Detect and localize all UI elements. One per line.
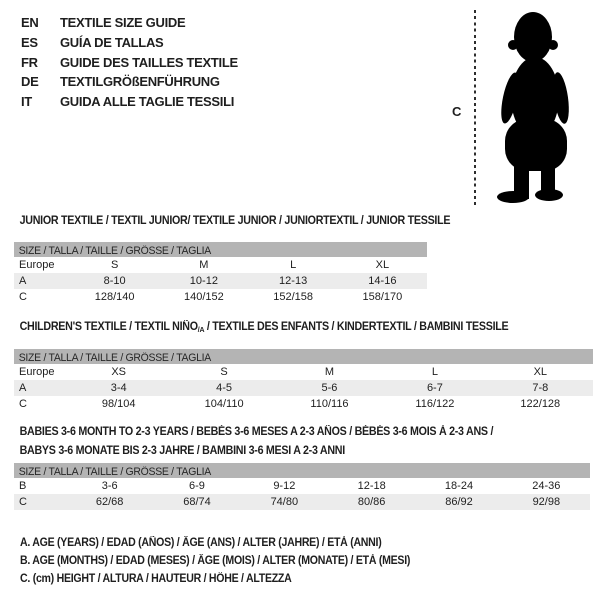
table-cell: 110/116 (310, 398, 349, 410)
table-cell: 74/80 (270, 496, 299, 508)
baby-toddler-silhouette-icon (481, 5, 593, 205)
table-cell: 104/110 (204, 398, 244, 410)
row-label: C (19, 398, 27, 410)
children-columns-row (14, 364, 593, 380)
junior-columns-row (14, 257, 427, 273)
legend-footnotes (20, 534, 444, 588)
table-cell: 8-10 (103, 275, 126, 287)
table-cell: 98/104 (101, 398, 136, 410)
language-code: EN (21, 15, 39, 30)
children-row-age (14, 380, 593, 396)
table-cell: 12-13 (279, 275, 308, 287)
table-cell: 158/170 (362, 291, 403, 303)
row-label: C (19, 291, 27, 303)
babies-textile-section (14, 423, 590, 510)
column-header: L (290, 259, 297, 271)
babies-row-age (14, 478, 590, 494)
table-cell: 6-9 (189, 480, 205, 492)
table-cell: 128/140 (94, 291, 135, 303)
column-header: Europe (19, 259, 55, 271)
language-row-es (21, 33, 238, 53)
babies-title-line1: BABIES 3-6 MONTH TO 2-3 YEARS / BEBÉS 3-6 MESES A 2-3 AÑOS / BÉBÉS 3-6 MOIS À 2-3 ANS / (19, 426, 494, 438)
column-header: XS (111, 366, 127, 378)
footnote-age-years: A. AGE (YEARS) / EDAD (AÑOS) / ÂGE (ANS) / ALTER (JAHRE) / ETÀ (ANNI) (20, 537, 382, 549)
column-header: XL (375, 259, 390, 271)
language-title: GUÍA DE TALLAS (60, 34, 164, 50)
column-header: S (110, 259, 119, 271)
children-size-header-bar (14, 349, 593, 364)
language-code: DE (21, 74, 39, 90)
junior-size-header-label: SIZE / TALLA / TAILLE / GRÖSSE / TAGLIA (18, 245, 211, 257)
junior-table-title: JUNIOR TEXTILE / TEXTIL JUNIOR/ TEXTILE JUNIOR / JUNIORTEXTIL / JUNIOR TESSILE (19, 215, 451, 227)
table-cell: 5-6 (321, 382, 338, 394)
children-textile-section (14, 321, 593, 412)
table-cell: 80/86 (357, 496, 386, 508)
babies-size-header-label: SIZE / TALLA / TAILLE / GRÖSSE / TAGLIA (18, 466, 211, 478)
table-cell: 4-5 (216, 382, 233, 394)
children-table-title (14, 321, 552, 336)
table-cell: 62/68 (95, 496, 124, 508)
column-header: M (199, 259, 209, 271)
language-title: TEXTILGRÖßENFÜHRUNG (60, 74, 220, 90)
babies-title-line2: BABYS 3-6 MONATE BIS 2-3 JAHRE / BAMBINI 3-6 MESI A 2-3 ANNI (19, 445, 345, 457)
junior-row-age (14, 273, 427, 289)
language-title: TEXTILE SIZE GUIDE (60, 15, 186, 30)
footnote-height-cm: C. (cm) HEIGHT / ALTURA / HAUTEUR / HÖHE / ALTEZZA (20, 573, 292, 585)
table-cell: 14-16 (368, 275, 397, 287)
children-title-prefix: CHILDREN'S TEXTILE / TEXTIL NIÑO (19, 321, 198, 333)
row-label: B (19, 480, 27, 492)
row-label: A (19, 275, 27, 287)
table-cell: 86/92 (445, 496, 473, 508)
children-title-subscript: /A (197, 325, 205, 334)
table-cell: 92/98 (532, 496, 561, 508)
language-code: ES (21, 34, 38, 50)
language-row-de (21, 72, 238, 92)
table-cell: 152/158 (273, 291, 313, 303)
language-title: GUIDA ALLE TAGLIE TESSILI (60, 94, 235, 110)
table-cell: 140/152 (183, 291, 224, 303)
children-title-suffix: / TEXTILE DES ENFANTS / KINDERTEXTIL / BAMBINI TESSILE (204, 321, 509, 333)
table-cell: 12-18 (357, 480, 386, 492)
footnote-age-months: B. AGE (MONTHS) / EDAD (MESES) / ÂGE (MOIS) / ALTER (MONATE) / ETÀ (MESI) (20, 555, 411, 567)
language-code: FR (21, 54, 38, 70)
language-row-fr (21, 53, 238, 73)
table-cell: 3-6 (101, 480, 118, 492)
table-cell: 24-36 (532, 480, 561, 492)
column-header: M (324, 366, 335, 378)
junior-textile-section (14, 215, 483, 305)
children-size-header-label: SIZE / TALLA / TAILLE / GRÖSSE / TAGLIA (18, 352, 211, 364)
column-header: XL (533, 366, 548, 378)
table-cell: 122/128 (520, 398, 561, 410)
row-label: C (19, 496, 27, 508)
table-cell: 6-7 (426, 382, 443, 394)
language-row-en (21, 13, 238, 33)
language-list (21, 13, 238, 112)
junior-row-height (14, 289, 427, 305)
table-cell: 18-24 (444, 480, 474, 492)
babies-table-title (14, 423, 550, 461)
children-row-height (14, 396, 593, 412)
language-code: IT (21, 94, 32, 110)
height-measure-dashed-line (474, 10, 476, 208)
babies-size-header-bar (14, 463, 590, 478)
language-row-it (21, 92, 238, 112)
language-title: GUIDE DES TAILLES TEXTILE (60, 54, 238, 70)
column-header: S (220, 366, 228, 378)
babies-row-height (14, 494, 590, 510)
column-header: Europe (19, 366, 55, 378)
column-header: L (431, 366, 438, 378)
height-measure-label: C (452, 104, 462, 119)
junior-size-header-bar (14, 242, 427, 257)
table-cell: 10-12 (189, 275, 218, 287)
table-cell: 7-8 (532, 382, 549, 394)
table-cell: 3-4 (110, 382, 127, 394)
row-label: A (19, 382, 27, 394)
table-cell: 9-12 (273, 480, 296, 492)
table-cell: 68/74 (183, 496, 211, 508)
table-cell: 116/122 (415, 398, 455, 410)
